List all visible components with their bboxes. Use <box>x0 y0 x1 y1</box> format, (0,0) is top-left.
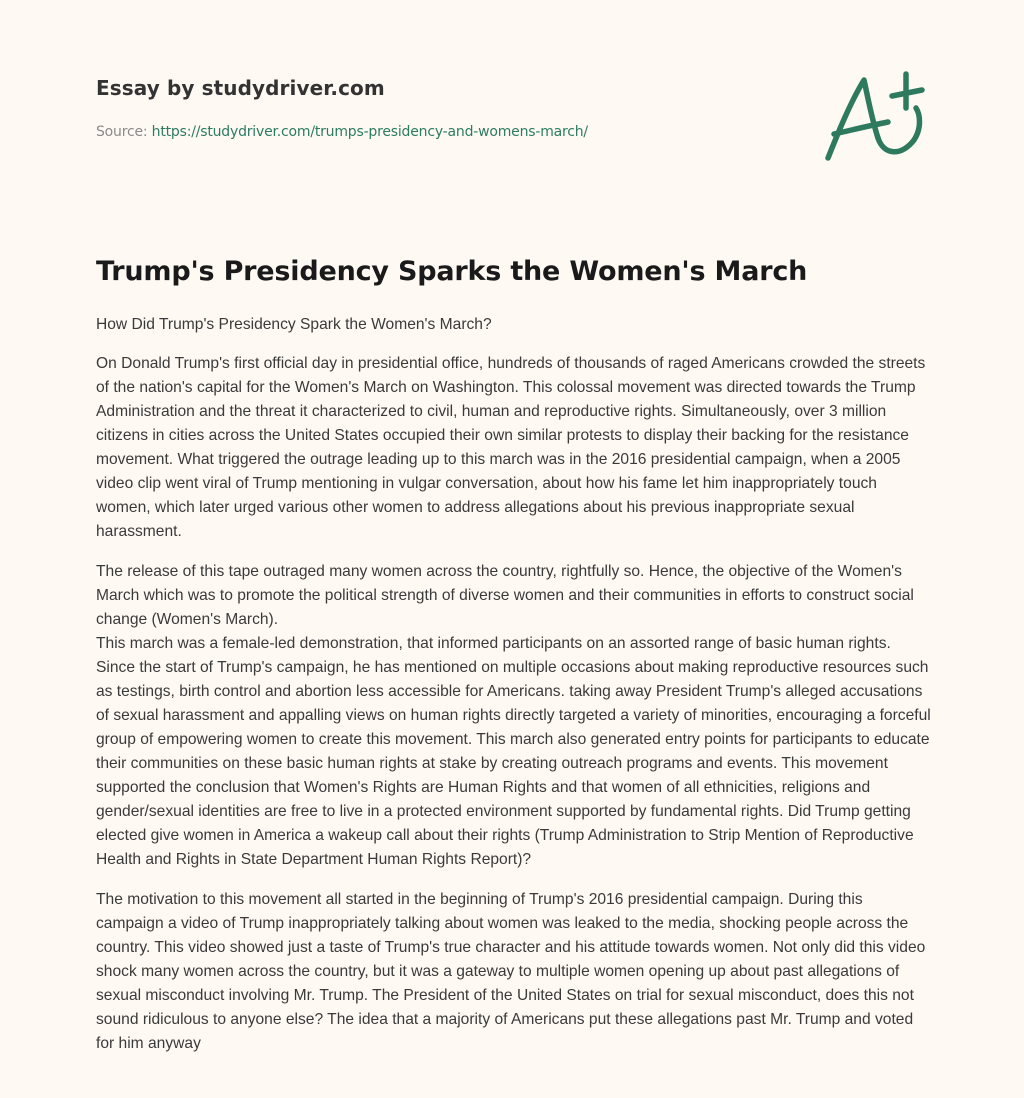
source-label: Source: <box>96 124 152 140</box>
source-line <box>96 124 588 140</box>
essay-body <box>96 313 932 1072</box>
essay-subtitle: How Did Trump's Presidency Spark the Women's March? <box>96 316 492 333</box>
paragraph: The release of this tape outraged many women across the country, rightfully so. Hence, the objective of the Women's March which was to promote the political strength of diverse women and their communities in efforts to construct social change (Women's March). <box>96 563 914 628</box>
paragraph: The motivation to this movement all started in the beginning of Trump's 2016 presidential campaign. During this campaign a video of Trump inappropriately talking about women was leaked to the media, shocking people across the country. This video showed just a taste of Trump's true character and his attitude towards women. Not only did this video shock many women across the country, but it was a gateway to multiple women opening up about past allegations of sexual misconduct involving Mr. Trump. The President of the United States on trial for sexual misconduct, does this not sound ridiculous to anyone else? The idea that a majority of Americans put these allegations past Mr. Trump and voted for him anyway <box>96 891 926 1052</box>
paragraph: This march was a female-led demonstration, that informed participants on an assorted range of basic human rights. Since the start of Trump's campaign, he has mentioned on multiple occasions about making reproductive resources such as testings, birth control and abortion less accessible for Americans. taking away President Trump's alleged accusations of sexual harassment and appalling views on human rights directly targeted a variety of minorities, encouraging a forceful group of empowering women to create this movement. This march also generated entry points for participants to educate their communities on these basic human rights at stake by creating outreach programs and events. This movement supported the conclusion that Women's Rights are Human Rights and that women of all ethnicities, religions and gender/sexual identities are free to live in a protected environment supported by fundamental rights. Did Trump getting elected give women in America a wakeup call about their rights (Trump Administration to Strip Mention of Reproductive Health and Rights in State Department Human Rights Report)? <box>96 635 931 868</box>
essay-title: Trump's Presidency Sparks the Women's March <box>96 256 808 287</box>
site-brand: Essay by studydriver.com <box>96 76 385 100</box>
essay-header <box>96 76 796 140</box>
a-plus-grade-icon <box>822 68 928 164</box>
paragraph: On Donald Trump's first official day in presidential office, hundreds of thousands of raged Americans crowded the streets of the nation's capital for the Women's March on Washington. This colossal movement was directed towards the Trump Administration and the threat it characterized to civil, human and reproductive rights. Simultaneously, over 3 million citizens in cities across the United States occupied their own similar protests to display their backing for the resistance movement. What triggered the outrage leading up to this march was in the 2016 presidential campaign, when a 2005 video clip went viral of Trump mentioning in vulgar conversation, about how his fame let him inappropriately touch women, which later urged various other women to address allegations about his previous inappropriate sexual harassment. <box>96 355 926 540</box>
source-link[interactable]: https://studydriver.com/trumps-presidency-and-womens-march/ <box>151 124 588 140</box>
